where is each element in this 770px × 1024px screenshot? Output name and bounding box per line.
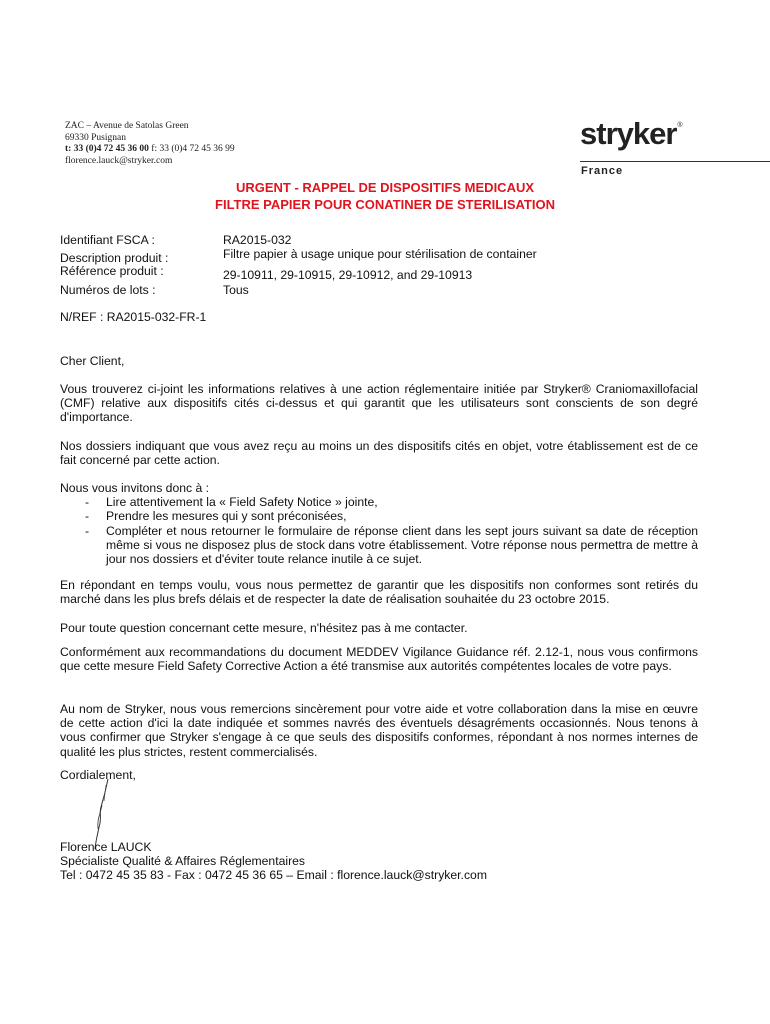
list-item — [60, 524, 698, 567]
signature-contact: Tel : 0472 45 35 83 - Fax : 0472 45 36 65 – Email : florence.lauck@stryker.com — [60, 868, 487, 882]
fsca-label: Identifiant FSCA : — [60, 233, 155, 247]
fsca-value: RA2015-032 — [223, 233, 292, 247]
closing: Cordialement, — [60, 768, 136, 782]
reference-value: 29-10911, 29-10915, 29-10912, and 29-10913 — [223, 268, 473, 282]
registered-mark: ® — [677, 121, 682, 129]
paragraph-contact: Pour toute question concernant cette mesure, n'hésitez pas à me contacter. — [60, 621, 468, 635]
address-line-1: ZAC – Avenue de Satolas Green — [65, 121, 189, 131]
address-line-2: 69330 Pusignan — [65, 132, 126, 143]
sender-address — [65, 121, 235, 167]
description-label: Description produit : — [60, 251, 169, 265]
country-label: France — [581, 165, 624, 177]
list-item-text: Prendre les mesures qui y sont préconisées, — [106, 509, 347, 524]
logo-text: stryker — [580, 116, 677, 151]
paragraph-response: En répondant en temps voulu, vous nous permettez de garantir que les dispositifs non conformes sont retirés du marché dans les plus brefs délais et de respecter la date de réalisation souhaitée du 23 octobre 2015. — [60, 578, 698, 607]
phone-fax-line — [65, 144, 235, 156]
paragraph-intro: Vous trouverez ci-joint les informations relatives à une action réglementaire initiée par Stryker® Craniomaxillofacial (CMF) relative aux dispositifs cités ci-dessus et qui garantit que les utilisateurs sont conscients de son degré d'importance. — [60, 382, 698, 425]
bullet-dash: - — [85, 509, 90, 524]
list-item-text: Compléter et nous retourner le formulaire de réponse client dans les sept jours suivant sa date de réception même si vous ne disposez plus de stock dans votre établissement. Votre réponse nous permettra de mettre à jour nos dossiers et d'éviter toute relance inutile à ce sujet. — [106, 523, 698, 567]
paragraph-thanks: Au nom de Stryker, nous vous remercions sincèrement pour votre aide et votre collaboration dans la mise en œuvre de cette action d'ici la date indiquée et sommes navrés des éventuels désagréments occasionnés. Nous tenons à vous confirmer que Stryker s'engage à ce que seuls des dispositifs conformes, répondant à nos normes internes de qualité les plus strictes, restent commercialisés. — [60, 702, 698, 759]
stryker-logo — [580, 116, 681, 152]
paragraph-meddev: Conformément aux recommandations du document MEDDEV Vigilance Guidance réf. 2.12-1, nous vous confirmons que cette mesure Field Safety Corrective Action a été transmise aux autorités compétentes locales de votre pays. — [60, 645, 698, 674]
sender-fax: f: 33 (0)4 72 45 36 99 — [151, 144, 235, 154]
action-list — [60, 495, 698, 566]
salutation: Cher Client, — [60, 354, 125, 368]
bullet-dash: - — [85, 495, 90, 510]
list-item — [60, 509, 698, 523]
reference-label: Référence produit : — [60, 264, 164, 278]
list-item — [60, 495, 698, 509]
sender-email: florence.lauck@stryker.com — [65, 155, 173, 166]
bullet-dash: - — [85, 523, 90, 538]
title-line-2: FILTRE PAPIER POUR CONATINER DE STERILISATION — [215, 197, 555, 212]
list-item-text: Lire attentivement la « Field Safety Notice » jointe, — [106, 495, 378, 510]
title-line-1: URGENT - RAPPEL DE DISPOSITIFS MEDICAUX — [235, 180, 535, 195]
header-divider — [580, 161, 770, 162]
sender-phone: t: 33 (0)4 72 45 36 00 — [65, 144, 149, 154]
lots-value: Tous — [223, 283, 249, 297]
paragraph-concerned: Nos dossiers indiquant que vous avez reçu au moins un des dispositifs cités en objet, votre établissement est de ce fait concerné par cette action. — [60, 439, 698, 468]
paragraph-invite — [60, 481, 698, 566]
signature-name: Florence LAUCK — [60, 840, 152, 854]
reference-number: N/REF : RA2015-032-FR-1 — [60, 310, 207, 324]
signature-role: Spécialiste Qualité & Affaires Réglementaires — [60, 854, 306, 868]
lots-label: Numéros de lots : — [60, 283, 156, 297]
invite-intro: Nous vous invitons donc à : — [60, 481, 210, 495]
description-value: Filtre papier à usage unique pour stérilisation de container — [223, 247, 537, 261]
